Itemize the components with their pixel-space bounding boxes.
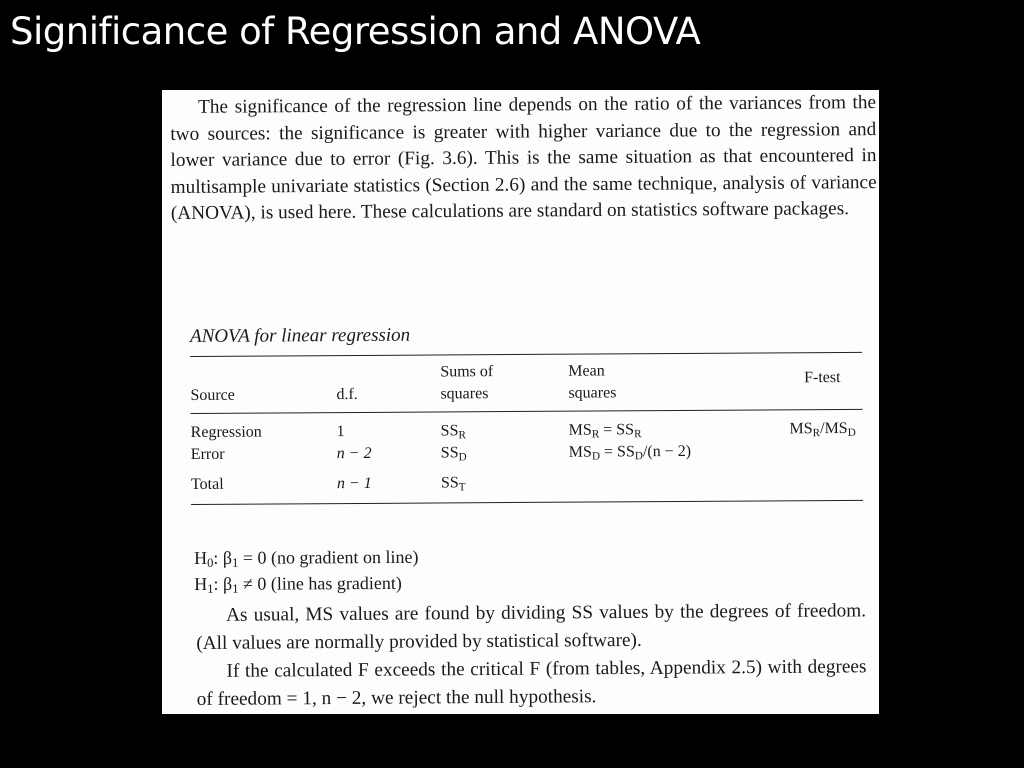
cell-ms-error: $MS_D = SS_D/(n - 2)$ (568, 442, 692, 463)
cell-source-error: Error (190, 445, 225, 463)
f-test-paragraph: If the calculated F exceeds the critical F (from tables, Appendix 2.5) with degrees of freedom = 1, n − 2, we reject the null hypothesis. (196, 656, 867, 710)
cell-df-regression: 1 (336, 423, 345, 441)
cell-df-total: n − 1 (336, 474, 372, 493)
hypotheses (194, 544, 419, 597)
header-ftest (782, 353, 862, 409)
null-hypothesis: $H_0$: $\beta_1 = 0$ (no gradient on line) (194, 546, 419, 570)
alternative-hypothesis: $H_1$: $\beta_1 \ne 0$ (line has gradient) (194, 572, 402, 596)
header-source: Source (190, 386, 235, 404)
header-sums-of-squares (440, 355, 568, 412)
intro-paragraph: The significance of the regression line depends on the ratio of the variances from the two sources: the significance is greater with higher variance due to the regression and lower variance due to error (Fig. 3.6). This is the same situation as that encountered in multisample univariate statistics (Section 2.6) and the same technique, analysis of variance (ANOVA), is used here. These calculations are standard on statistics software packages. (170, 92, 877, 224)
slide-title: Significance of Regression and ANOVA (10, 10, 701, 53)
cell-df-error: n − 2 (336, 444, 372, 463)
cell-f-regression: $MS_R/MS_D$ (789, 419, 856, 440)
cell-ms-regression: $MS_R = SS_R$ (568, 421, 642, 441)
header-ss-line1: Sums of (440, 363, 494, 381)
header-ss-line2: squares (440, 385, 489, 403)
cell-source-total: Total (190, 475, 224, 493)
ms-explanation-paragraph: As usual, MS values are found by dividing SS values by the degrees of freedom. (All values are normally provided by statistical software). (196, 600, 867, 654)
anova-table (190, 322, 863, 505)
header-mean-squares (568, 353, 782, 410)
cell-source-regression: Regression (190, 423, 262, 441)
anova-table-title: ANOVA for linear regression (190, 324, 411, 347)
table-row-regression (191, 410, 863, 444)
header-ms-line1: Mean (568, 362, 605, 380)
table-header-row (190, 353, 862, 413)
closing-paragraphs (196, 597, 867, 714)
cell-ss-total: $SS_T$ (440, 474, 466, 494)
anova-grid (190, 353, 863, 504)
table-row-total (191, 462, 863, 504)
header-ms-line2: squares (568, 384, 617, 402)
scanned-page (162, 90, 879, 714)
header-ftest-label: F-test (804, 369, 841, 387)
header-df: d.f. (336, 385, 358, 404)
cell-ss-error: $SS_D$ (440, 444, 467, 464)
cell-ss-regression: $SS_R$ (440, 422, 466, 442)
